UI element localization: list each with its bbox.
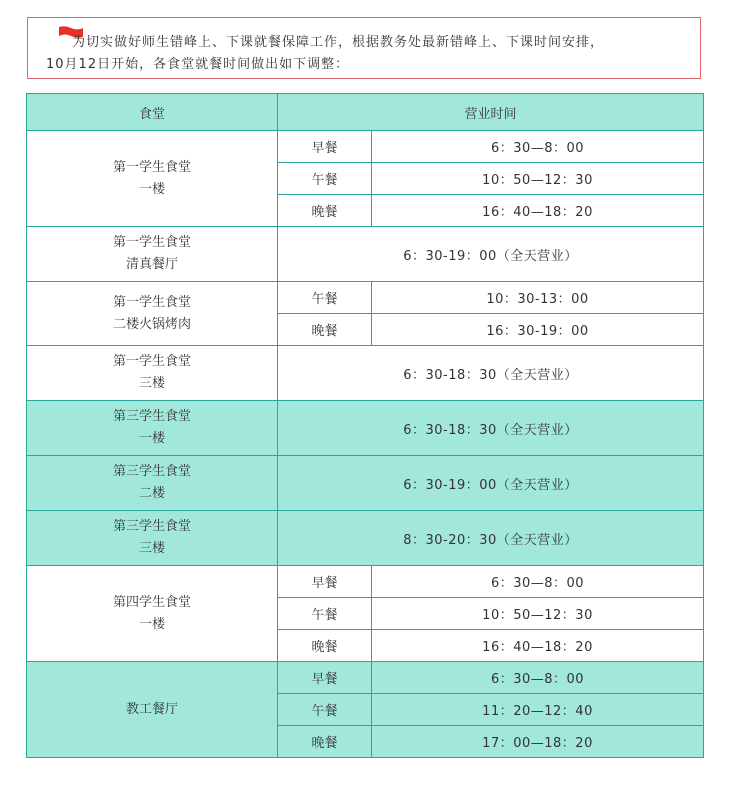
meal-time: 16：30-19：00 — [372, 314, 704, 346]
table-row — [27, 227, 704, 282]
canteen-name: 第三学生食堂 一楼 — [27, 401, 278, 456]
allday-time: 6：30-18：30（全天营业） — [278, 346, 704, 401]
canteen-name: 第一学生食堂 清真餐厅 — [27, 227, 278, 282]
allday-time: 6：30-19：00（全天营业） — [278, 456, 704, 511]
canteen-name: 第一学生食堂 三楼 — [27, 346, 278, 401]
meal-label: 晚餐 — [278, 314, 372, 346]
meal-label: 晚餐 — [278, 195, 372, 227]
meal-label: 午餐 — [278, 163, 372, 195]
table-row — [27, 456, 704, 511]
meal-time: 6：30—8：00 — [372, 131, 704, 163]
header-hours: 营业时间 — [278, 94, 704, 131]
meal-time: 10：30-13：00 — [372, 282, 704, 314]
canteen-name: 第四学生食堂 一楼 — [27, 566, 278, 662]
canteen-name: 第三学生食堂 三楼 — [27, 511, 278, 566]
allday-time: 6：30-19：00（全天营业） — [278, 227, 704, 282]
canteen-name: 第一学生食堂 二楼火锅烤肉 — [27, 282, 278, 346]
meal-label: 午餐 — [278, 694, 372, 726]
table-row — [27, 511, 704, 566]
meal-label: 午餐 — [278, 282, 372, 314]
meal-time: 16：40—18：20 — [372, 195, 704, 227]
table-row — [27, 662, 704, 694]
canteen-name: 第一学生食堂 一楼 — [27, 131, 278, 227]
allday-time: 8：30-20：30（全天营业） — [278, 511, 704, 566]
table-header-row — [27, 94, 704, 131]
canteen-name: 教工餐厅 — [27, 662, 278, 758]
table-row — [27, 346, 704, 401]
meal-time: 16：40—18：20 — [372, 630, 704, 662]
table-row — [27, 566, 704, 598]
meal-label: 晚餐 — [278, 630, 372, 662]
meal-time: 6：30—8：00 — [372, 566, 704, 598]
canteen-schedule-table — [26, 93, 704, 758]
table-row — [27, 131, 704, 163]
meal-time: 10：50—12：30 — [372, 163, 704, 195]
meal-label: 早餐 — [278, 662, 372, 694]
notice-box — [27, 17, 701, 79]
header-canteen: 食堂 — [27, 94, 278, 131]
table-row — [27, 282, 704, 314]
meal-label: 早餐 — [278, 566, 372, 598]
notice-line-2: 10月12日开始，各食堂就餐时间做出如下调整： — [46, 57, 350, 72]
meal-time: 17：00—18：20 — [372, 726, 704, 758]
meal-time: 11：20—12：40 — [372, 694, 704, 726]
meal-label: 早餐 — [278, 131, 372, 163]
table-row — [27, 401, 704, 456]
meal-time: 6：30—8：00 — [372, 662, 704, 694]
meal-label: 晚餐 — [278, 726, 372, 758]
notice-text — [46, 32, 696, 76]
canteen-name: 第三学生食堂 二楼 — [27, 456, 278, 511]
notice-line-1: 为切实做好师生错峰上、下课就餐保障工作，根据教务处最新错峰上、下课时间安排， — [72, 35, 605, 50]
allday-time: 6：30-18：30（全天营业） — [278, 401, 704, 456]
meal-label: 午餐 — [278, 598, 372, 630]
meal-time: 10：50—12：30 — [372, 598, 704, 630]
